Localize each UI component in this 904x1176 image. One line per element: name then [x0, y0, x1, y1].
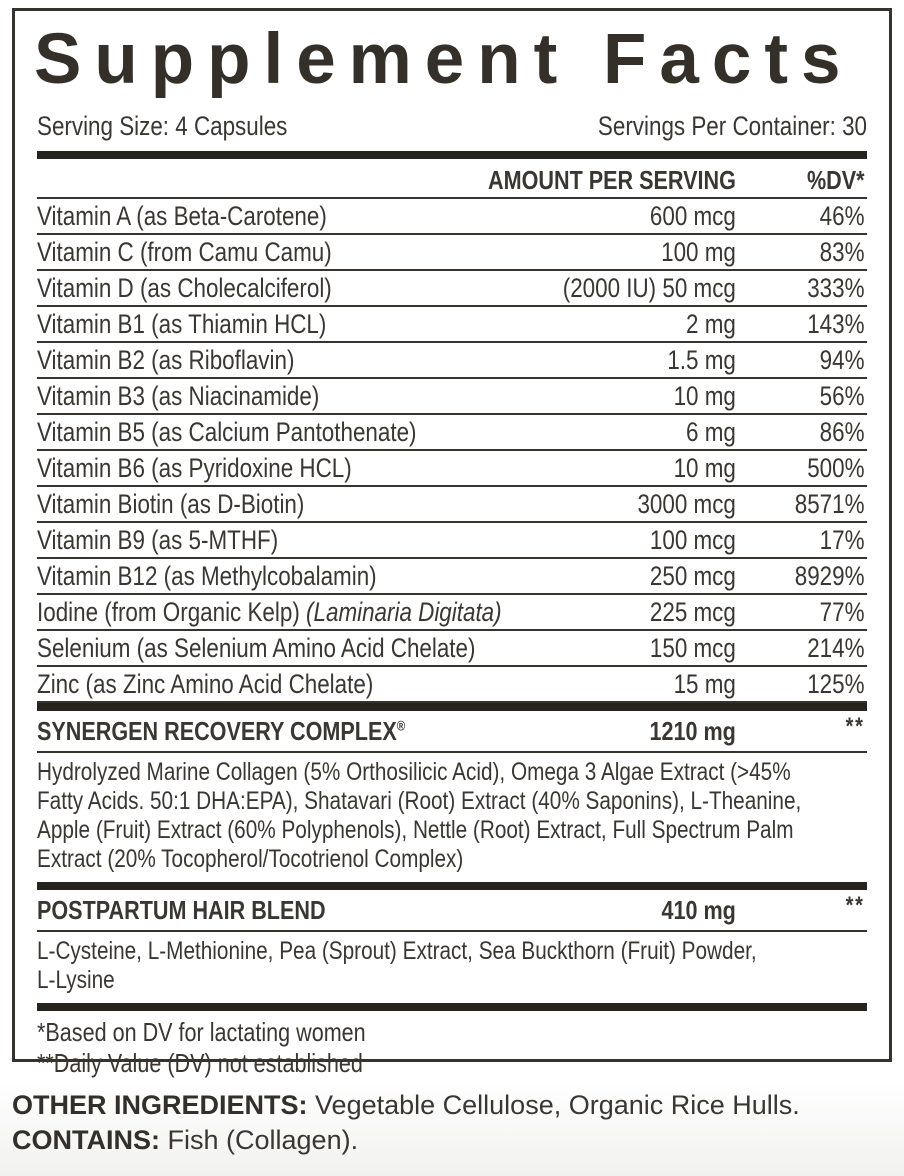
nutrient-name: Vitamin A (as Beta-Carotene) [37, 201, 327, 231]
nutrient-row [37, 271, 867, 307]
nutrient-row [37, 451, 867, 487]
nutrient-name: Vitamin B5 (as Calcium Pantothenate) [37, 417, 417, 447]
other-ingredients-value: Vegetable Cellulose, Organic Rice Hulls. [315, 1090, 800, 1120]
nutrient-row [37, 523, 867, 559]
nutrient-amount: 600 mcg [649, 201, 736, 231]
other-ingredients-label: OTHER INGREDIENTS: [12, 1090, 308, 1120]
divider-thick-top [37, 151, 867, 159]
nutrient-row [37, 559, 867, 595]
panel-body [37, 105, 867, 1079]
servings-per-container-text: Servings Per Container: 30 [597, 111, 867, 141]
nutrient-dv: 56% [819, 381, 865, 411]
contains-line [12, 1123, 872, 1158]
nutrient-row [37, 415, 867, 451]
nutrient-dv: 77% [819, 597, 865, 627]
proprietary-blend-sections [37, 703, 867, 1003]
section-ingredients: Hydrolyzed Marine Collagen (5% Orthosilicic Acid), Omega 3 Algae Extract (>45% Fatty Acids. 50:1 DHA:EPA), Shatavari (Root) Extract (40% Saponins), L-Theanine, Apple (Fruit) Extract (60% Polyphenols), Nettle (Root) Extract, Full Spectrum Palm Extract (20% Tocopherol/Tocotrienol Complex) [37, 758, 802, 873]
nutrient-amount: 10 mg [673, 381, 736, 411]
nutrient-dv: 86% [819, 417, 865, 447]
nutrient-dv: 500% [807, 453, 865, 483]
footnote-dv-lactating: *Based on DV for lactating women [37, 1017, 366, 1047]
other-ingredients-line [12, 1088, 872, 1123]
contains-label: CONTAINS: [12, 1125, 160, 1155]
divider-thick-section [37, 703, 867, 711]
registered-trademark-symbol: ® [396, 717, 406, 734]
column-header-dv: %DV* [806, 165, 865, 195]
section-amount: 410 mg [661, 895, 736, 925]
section-name: POSTPARTUM HAIR BLEND [37, 895, 326, 925]
supplement-facts-panel [12, 8, 892, 1078]
contains-value: Fish (Collagen). [167, 1125, 359, 1155]
nutrient-amount: 6 mg [686, 417, 736, 447]
section-header-row [37, 890, 867, 932]
divider-thick-footnotes [37, 1003, 867, 1011]
nutrient-amount: 15 mg [673, 669, 736, 699]
nutrient-name: Vitamin B9 (as 5-MTHF) [37, 525, 279, 555]
nutrient-row [37, 307, 867, 343]
section-amount: 1210 mg [649, 716, 736, 746]
nutrient-name-latin: (Laminaria Digitata) [306, 597, 502, 627]
serving-row [37, 105, 867, 151]
nutrient-row [37, 199, 867, 235]
nutrient-dv: 214% [807, 633, 865, 663]
section-name: SYNERGEN RECOVERY COMPLEX® [37, 716, 406, 746]
nutrient-name: Vitamin B2 (as Riboflavin) [37, 345, 295, 375]
nutrient-dv: 8571% [794, 489, 865, 519]
nutrient-amount: 100 mcg [649, 525, 736, 555]
nutrient-dv: 46% [819, 201, 865, 231]
nutrient-row [37, 379, 867, 415]
nutrient-amount: (2000 IU) 50 mcg [562, 273, 736, 303]
nutrient-row [37, 235, 867, 271]
nutrient-row [37, 631, 867, 667]
nutrient-name: Vitamin D (as Cholecalciferol) [37, 273, 332, 303]
nutrient-name: Vitamin B6 (as Pyridoxine HCL) [37, 453, 352, 483]
nutrient-name: Vitamin C (from Camu Camu) [37, 237, 332, 267]
nutrient-amount: 3000 mcg [637, 489, 736, 519]
nutrient-rows [37, 199, 867, 703]
nutrient-dv: 8929% [794, 561, 865, 591]
nutrient-amount: 250 mcg [649, 561, 736, 591]
nutrient-name: Vitamin B12 (as Methylcobalamin) [37, 561, 377, 591]
section-dv: ** [845, 892, 865, 919]
nutrient-amount: 150 mcg [649, 633, 736, 663]
nutrient-row [37, 595, 867, 631]
nutrient-row [37, 343, 867, 379]
section-ingredients: L-Cysteine, L-Methionine, Pea (Sprout) Extract, Sea Buckthorn (Fruit) Powder, L-Lysine [37, 937, 757, 994]
serving-size-text: Serving Size: 4 Capsules [37, 111, 288, 141]
nutrient-name: Vitamin B1 (as Thiamin HCL) [37, 309, 327, 339]
nutrient-name: Iodine (from Organic Kelp) (Laminaria Digitata) [37, 597, 502, 627]
nutrient-dv: 17% [819, 525, 865, 555]
nutrient-name: Selenium (as Selenium Amino Acid Chelate) [37, 633, 476, 663]
nutrient-dv: 333% [807, 273, 865, 303]
nutrient-amount: 1.5 mg [667, 345, 736, 375]
column-header-row [37, 159, 867, 199]
label-footer [12, 1088, 872, 1158]
footnotes [37, 1011, 867, 1079]
nutrient-amount: 2 mg [686, 309, 736, 339]
nutrient-row [37, 667, 867, 703]
section-header-row [37, 711, 867, 753]
nutrient-amount: 225 mcg [649, 597, 736, 627]
nutrient-name: Vitamin Biotin (as D-Biotin) [37, 489, 305, 519]
nutrient-dv: 125% [807, 669, 865, 699]
nutrient-dv: 94% [819, 345, 865, 375]
section-dv: ** [845, 713, 865, 740]
panel-title: Supplement Facts [34, 20, 854, 99]
nutrient-row [37, 487, 867, 523]
footnote-dv-not-established: **Daily Value (DV) not established [37, 1048, 363, 1078]
nutrient-dv: 83% [819, 237, 865, 267]
nutrient-dv: 143% [807, 309, 865, 339]
nutrient-name: Vitamin B3 (as Niacinamide) [37, 381, 320, 411]
nutrient-amount: 100 mg [661, 237, 736, 267]
nutrient-amount: 10 mg [673, 453, 736, 483]
column-header-amount: AMOUNT PER SERVING [488, 165, 736, 195]
nutrient-name: Zinc (as Zinc Amino Acid Chelate) [37, 669, 374, 699]
divider-thick-section [37, 882, 867, 890]
